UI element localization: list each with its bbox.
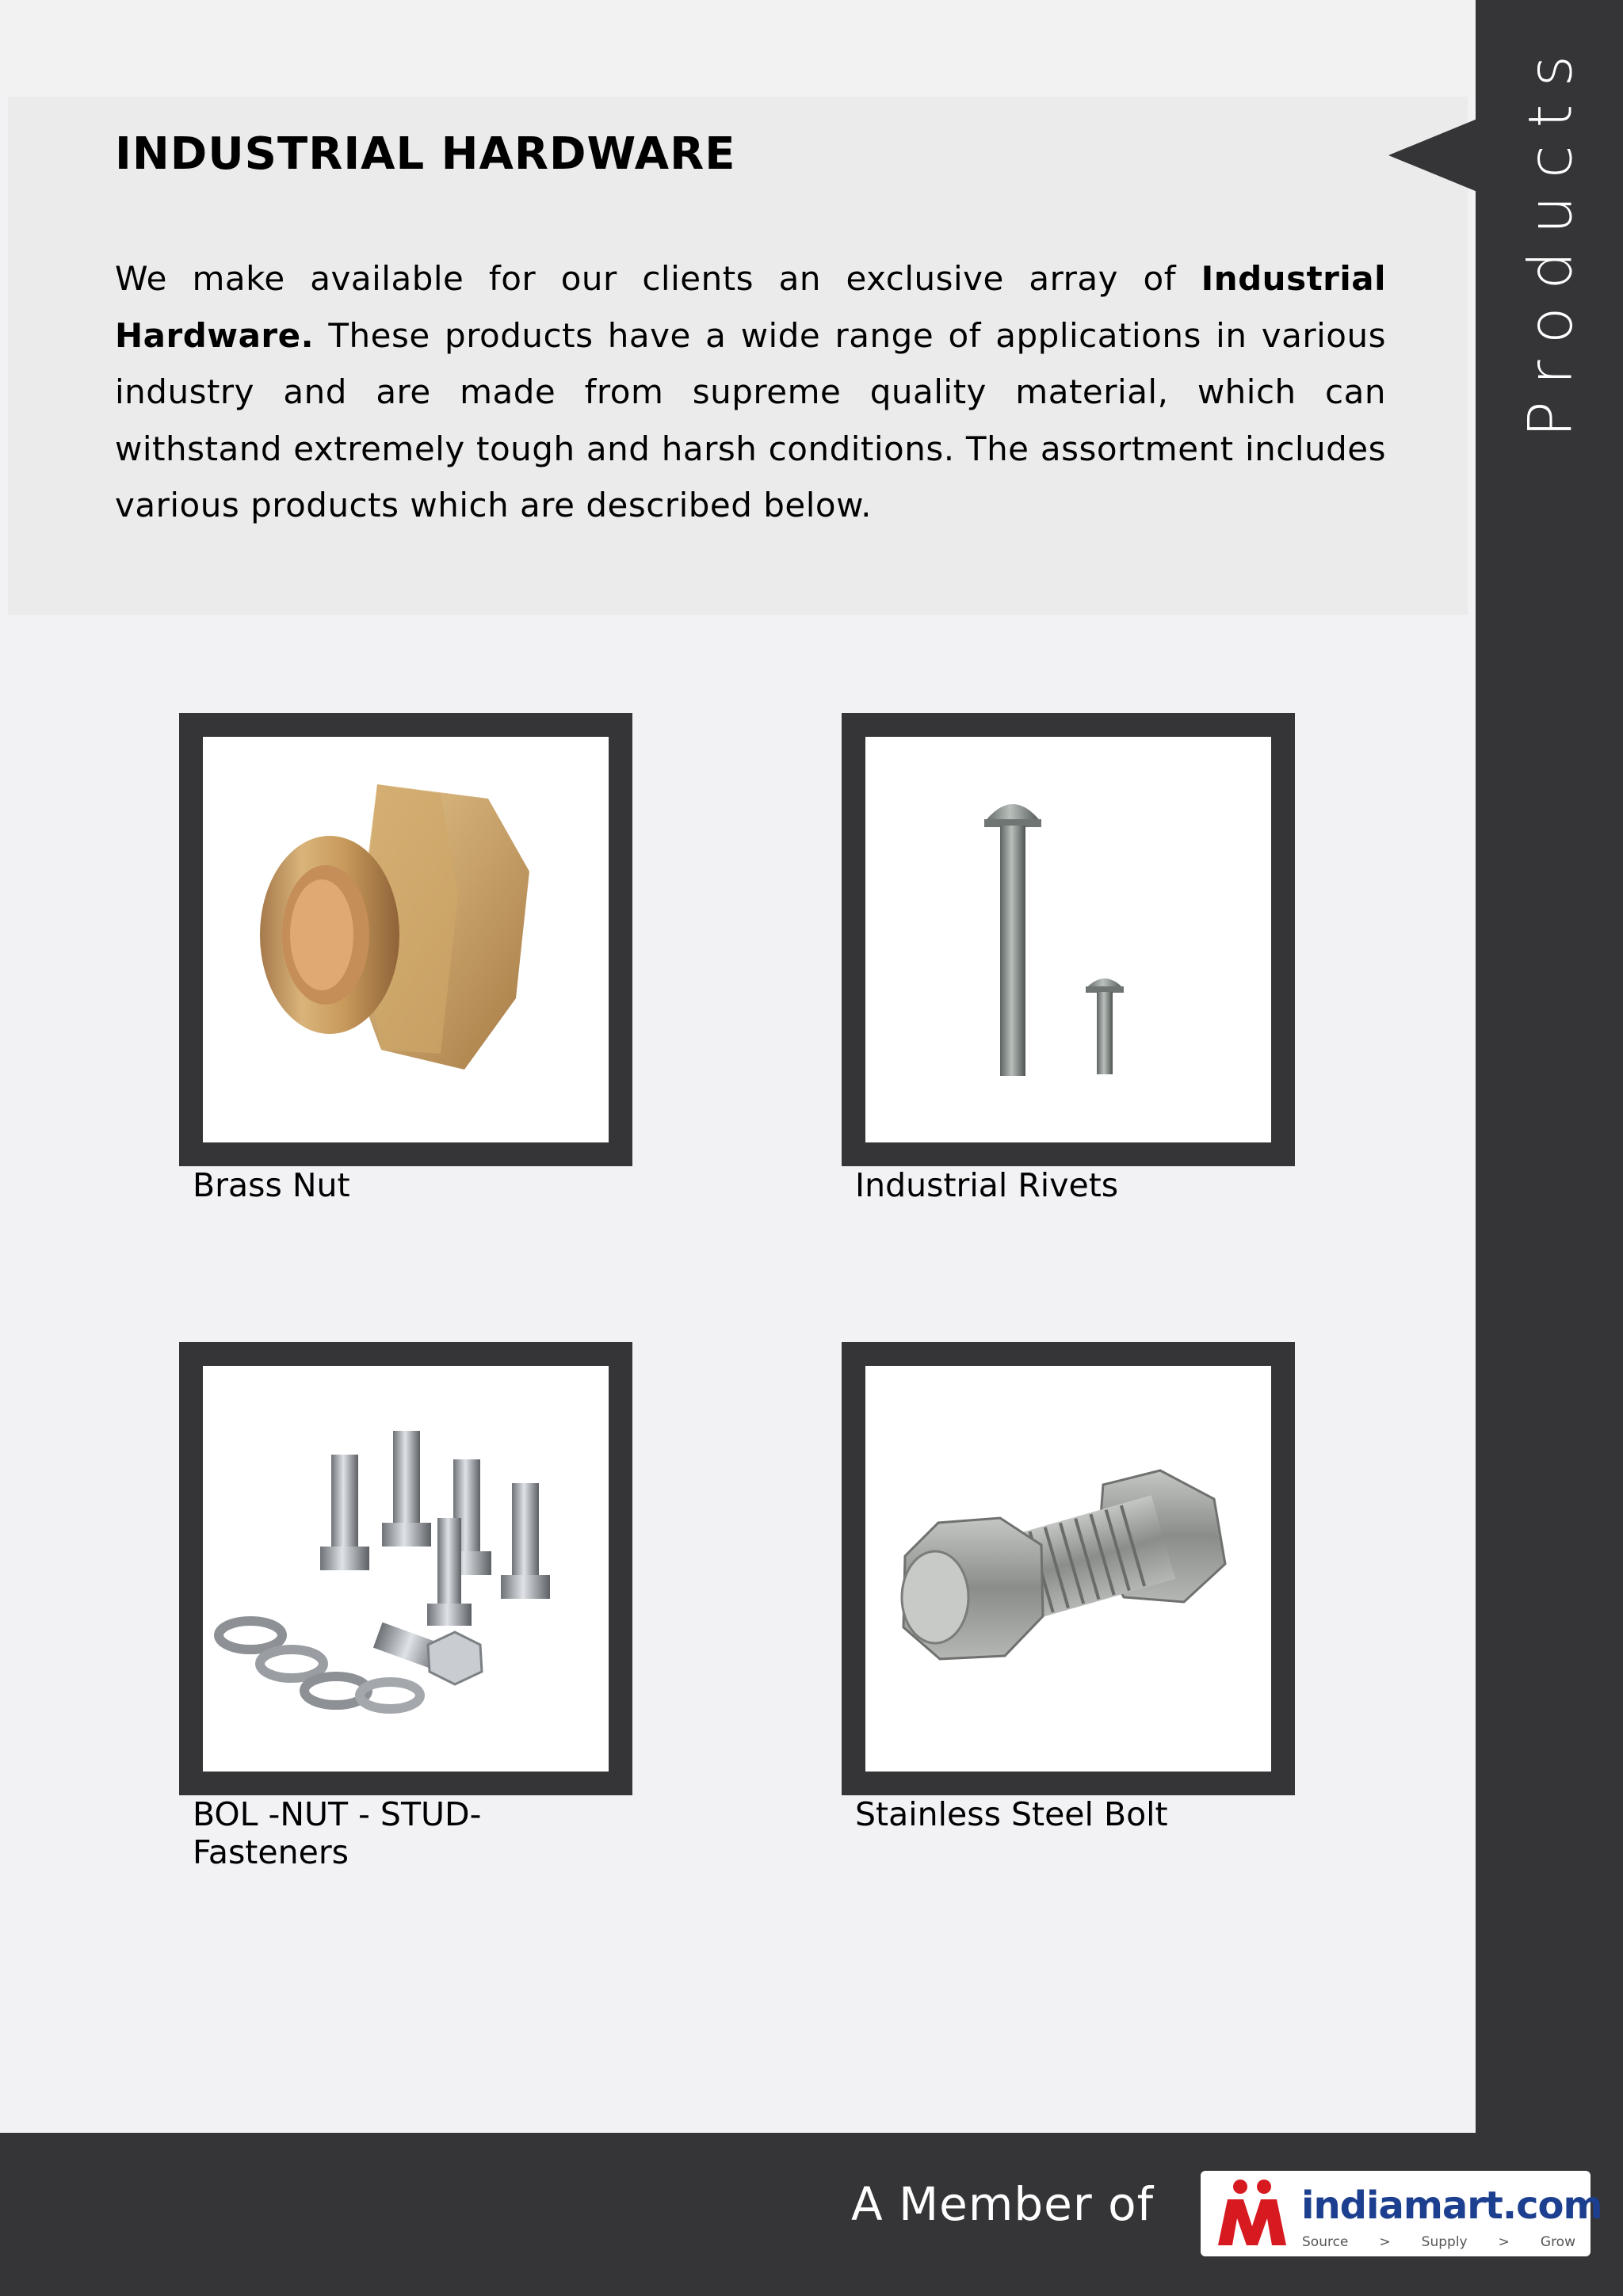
top-band — [0, 0, 1476, 97]
steel-bolt-photo — [865, 1366, 1271, 1772]
product-card-rivets[interactable] — [842, 713, 1295, 1166]
sidebar-label: Products — [1514, 37, 1586, 438]
rivets-photo — [865, 737, 1271, 1142]
product-card-brass-nut[interactable] — [179, 713, 632, 1166]
member-text: A Member of — [851, 2177, 1155, 2231]
product-card-fasteners[interactable] — [179, 1342, 632, 1795]
tagline-supply: Supply — [1421, 2234, 1468, 2250]
page-title: INDUSTRIAL HARDWARE — [115, 128, 736, 180]
tagline-source: Source — [1302, 2234, 1349, 2250]
tagline-arrow-2: > — [1498, 2234, 1510, 2250]
intro-rest: These products have a wide range of applications in various industry and are made from supreme quality material, which can withstand extremely tough and harsh conditions. The assortment includes various products which are described below. — [115, 315, 1386, 524]
logo-wordmark: indiamart.com — [1301, 2183, 1602, 2228]
intro-paragraph — [115, 250, 1386, 534]
sidebar-flag — [1388, 119, 1477, 192]
tagline-arrow-1: > — [1379, 2234, 1391, 2250]
product-card-steel-bolt[interactable] — [842, 1342, 1295, 1795]
indiamart-logo[interactable] — [1201, 2171, 1602, 2256]
logo-tagline — [1302, 2234, 1575, 2250]
product-name-brass-nut: Brass Nut — [193, 1166, 350, 1204]
fasteners-photo — [203, 1366, 609, 1772]
intro-bold: Industrial Hardware. — [115, 259, 1386, 355]
tagline-grow: Grow — [1540, 2234, 1575, 2250]
indiamart-m-icon — [1212, 2177, 1299, 2250]
product-name-fasteners: BOL -NUT - STUD- Fasteners — [193, 1795, 482, 1871]
brass-nut-photo — [203, 737, 609, 1142]
product-name-steel-bolt: Stainless Steel Bolt — [855, 1795, 1168, 1833]
product-name-rivets: Industrial Rivets — [855, 1166, 1119, 1204]
intro-lead: We make available for our clients an exclusive array of — [115, 259, 1201, 298]
